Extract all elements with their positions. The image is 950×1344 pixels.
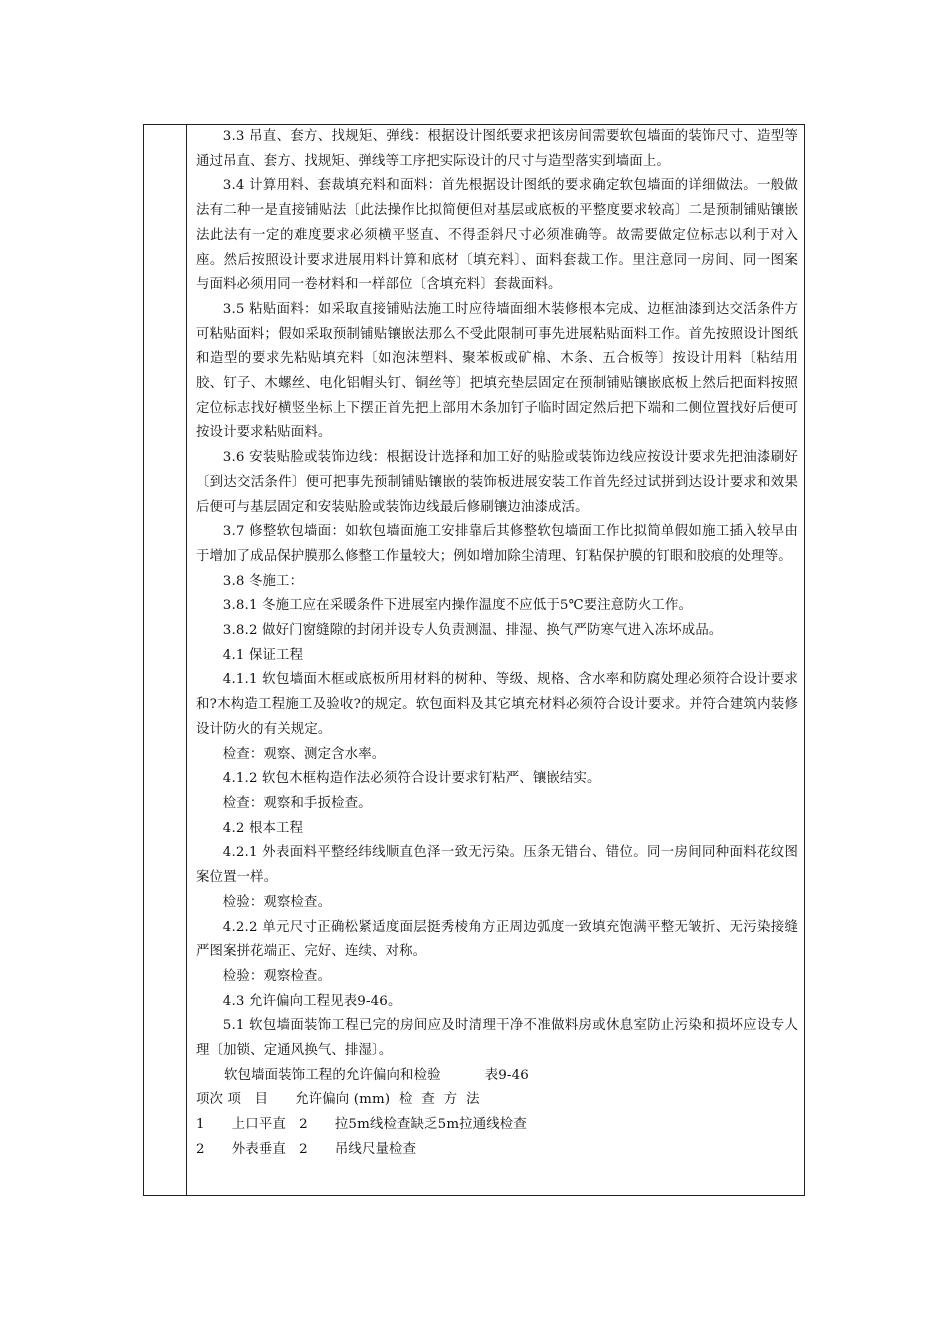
inspection-note: 检查：观察、测定含水率。 [222,746,386,762]
paragraph-3-8-2: 3.8.2 做好门窗缝隙的封闭并设专人负责测温、排湿、换气严防寒气进入冻坏成品。 [222,623,723,639]
paragraph-4-3: 4.3 允许偏向工程见表9-46。 [222,993,402,1009]
paragraph-4-1-1: 4.1.1 软包墙面木框或底板所用材料的树种、等级、规格、含水率和防腐处理必须符合设计要求和?木构造工程施工及验收?的规定。软包面料及其它填充材料必须符合设计要求。并符合建筑内装修设计防火的有关规定。 [196,672,798,737]
paragraph-3-8: 3.8 冬施工： [222,573,304,589]
inspection-note: 检验：观察检查。 [222,894,332,910]
paragraph-4-1-2: 4.1.2 软包木框构造作法必须符合设计要求钉粘严、镶嵌结实。 [222,771,601,787]
inspection-note: 检查：观察和手扳检查。 [222,795,372,811]
paragraph-3-6: 3.6 安装贴脸或装饰边线：根据设计选择和加工好的贴脸或装饰边线应按设计要求先把油漆刷好〔到达交活条件〕便可把事先预制铺贴镶嵌的装饰板进展安装工作首先经过试拼到达设计要求和效果后便可与基层固定和安装贴脸或装饰边线最后修刷镶边油漆成活。 [196,450,798,515]
paragraph-3-8-1: 3.8.1 冬施工应在采暖条件下进展室内操作温度不应低于5℃要注意防火工作。 [222,598,693,614]
paragraph-3-5: 3.5 粘贴面料：如采取直接铺贴法施工时应待墙面细木装修根本完成、边框油漆到达交活条件方可粘贴面料；假如采取预制铺贴镶嵌法那么不受此限制可事先进展粘贴面料工作。首先按照设计图纸和造型的要求先粘贴填充料〔如泡沫塑料、聚苯板或矿棉、木条、五合板等〕按设计用料〔粘结用胶、钉子、木螺丝、电化铝帽头钉、铜丝等〕把填充垫层固定在预制铺贴镶嵌底板上然后把面料按照定位标志找好横竖坐标上下摆正首先把上部用木条加钉子临时固定然后把下端和二侧位置找好后便可按设计要求粘贴面料。 [196,301,798,441]
paragraph-3-7: 3.7 修整软包墙面：如软包墙面施工安排靠后其修整软包墙面工作比拟简单假如施工插入较早由于增加了成品保护膜那么修整工作量较大；例如增加除尘清理、钉粘保护膜的钉眼和胶痕的处理等。 [196,524,798,564]
paragraph-5-1: 5.1 软包墙面装饰工程已完的房间应及时清理干净不准做料房或休息室防止污染和损坏应设专人理〔加锁、定通风换气、排湿〕。 [196,1018,798,1059]
document-body [196,125,798,1163]
heading-4-2: 4.2 根本工程 [222,820,304,836]
paragraph-3-3: 3.3 吊直、套方、找规矩、弹线：根据设计图纸要求把该房间需要软包墙面的装饰尺寸、造型等通过吊直、套方、找规矩、弹线等工序把实际设计的尺寸与造型落实到墙面上。 [196,129,798,169]
paragraph-4-2-2: 4.2.2 单元尺寸正确松紧适度面层挺秀棱角方正周边弧度一致填充饱满平整无皱折、无污染接缝严图案拼花端正、完好、连续、对称。 [196,919,798,960]
table-header-row: 项次 项 目 允许偏向 (mm) 检 查 方 法 [196,1092,480,1108]
table-row: 1 上口平直 2 拉5m线检查缺乏5m拉通线检查 [196,1117,527,1133]
inspection-note: 检验：观察检查。 [222,968,332,984]
table-row: 2 外表垂直 2 吊线尺量检查 [196,1141,417,1157]
paragraph-3-4: 3.4 计算用料、套裁填充料和面料：首先根据设计图纸的要求确定软包墙面的详细做法。一般做法有二种一是直接铺贴法〔此法操作比拟简便但对基层或底板的平整度要求较高〕二是预制铺贴镶嵌法此法有一定的难度要求必须横平竖直、不得歪斜尺寸必须准确等。故需要做定位标志以利于对入座。然后按照设计要求进展用料计算和底材〔填充料〕、面料套裁工作。里注意同一房间、同一图案与面料必须用同一卷材料和一样部位〔含填充料〕套裁面料。 [196,178,798,293]
heading-4-1: 4.1 保证工程 [222,647,304,663]
document-table-frame [143,124,805,1196]
paragraph-4-2-1: 4.2.1 外表面料平整经纬线顺直色泽一致无污染。压条无错台、错位。同一房间同种面料花纹图案位置一样。 [196,845,798,886]
table-caption: 软包墙面装饰工程的允许偏向和检验 表9-46 [224,1067,529,1083]
table-left-column [144,125,187,1195]
